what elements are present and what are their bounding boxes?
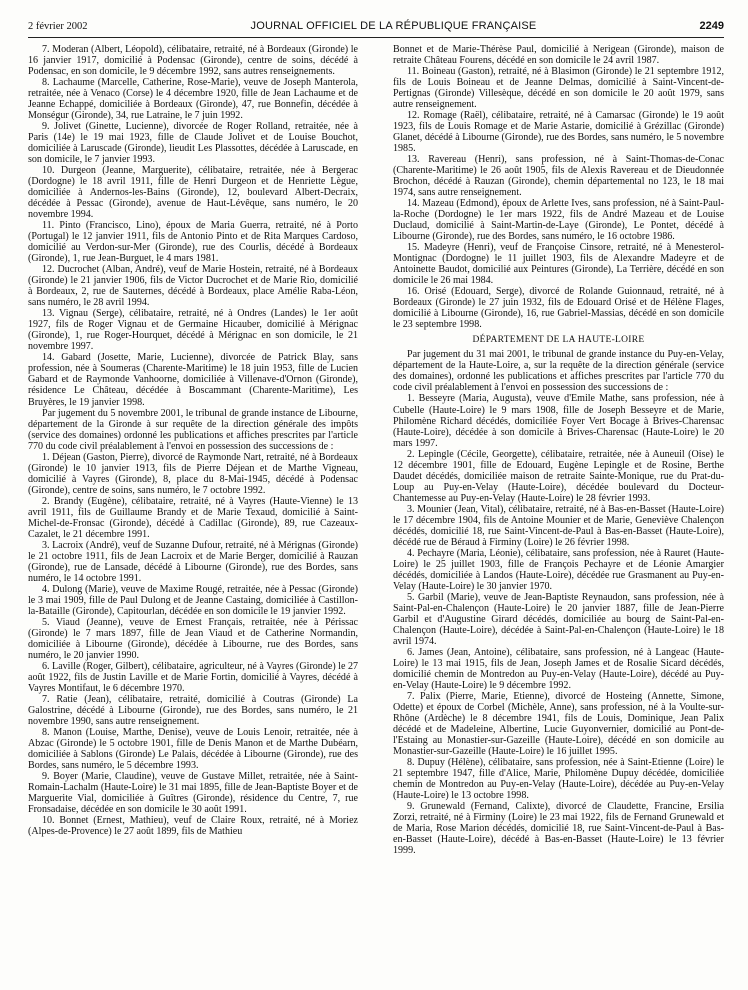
notice-paragraph: 12. Ducrochet (Alban, André), veuf de Marie Hostein, retraité, né à Bordeaux (Gironde) le 21 janvier 1906, fils de Victor Ducrochet et de Marie Rio, domicilié à Bordeaux, 2, rue de Sauternes, décédé à Bordeaux, place Amélie Raba-Léon, sans numéro, le 28 avril 1994. [28,264,358,309]
notice-paragraph: 2. Lepingle (Cécile, Georgette), célibataire, retraitée, née à Auneuil (Oise) le 12 décembre 1901, fille de Edouard, Eugène Lepingle et de Rosine, Berthe Daudet décédés, domiciliée maison de retraite Sainte-Monique, rue du Prat-du-Loup au Puy-en-Velay (Haute-Loire), décédée boulevard du Docteur-Chantemesse au Puy-en-Velay (Haute-Loire) le 28 février 1993. [393,448,724,504]
section-heading: DÉPARTEMENT DE LA HAUTE-LOIRE [472,335,645,346]
header-date: 2 février 2002 [28,21,88,32]
notice-paragraph: 2. Brandy (Eugène), célibataire, retraité, né à Vayres (Haute-Vienne) le 13 avril 1911, fils de Guillaume Brandy et de Marie Texaud, domicilié à Saint-Michel-de-Fronsac (Gironde), décédé à Cadillac (Gironde), 89, rue Cazeaux-Cazalet, le 21 décembre 1991. [28,495,358,540]
notice-paragraph: 8. Lachaume (Marcelle, Catherine, Rose-Marie), veuve de Joseph Manterola, retraitée, née à Venaco (Corse) le 4 décembre 1920, fille de Jean Lachaume et de Jeanne Echappé, domiciliée à Bordeaux (Gironde), 47, rue Bonnefin, décédée à Monségur (Gironde), 34, rue Latraine, le 7 juin 1992. [28,77,358,122]
notice-paragraph: 9. Boyer (Marie, Claudine), veuve de Gustave Millet, retraitée, née à Saint-Romain-Lachalm (Haute-Loire) le 31 mai 1895, fille de Jean-Baptiste Boyer et de Marguerite Vial, domiciliée à Guîtres (Gironde), résidence du Centre, 7, rue Fronsadaise, décédée en son domicile le 30 août 1991. [28,771,358,816]
journal-title: JOURNAL OFFICIEL DE LA RÉPUBLIQUE FRANÇAISE [250,20,537,32]
notice-paragraph: 4. Pechayre (Maria, Léonie), célibataire, sans profession, née à Rauret (Haute-Loire) le 25 juillet 1903, fille de François Pechayre et de Léonie Amargier décédés, domiciliée à Landos (Haute-Loire), décédée rue Grasmanent au Puy-en-Velay (Haute-Loire) le 30 janvier 1970. [393,547,724,592]
notice-paragraph: 9. Grunewald (Fernand, Calixte), divorcé de Claudette, Francine, Ersilia Zorzi, retraité, né à Firminy (Loire) le 23 mai 1922, fils de Fernand Grunewald et de Maria, Rose Marion décédés, domicilié 18, rue Saint-Vincent-de-Paul à Bas-en-Basset (Haute-Loire), décédé à Bas-en-Basset (Haute-Loire) le 13 février 1999. [393,801,724,857]
notice-paragraph: 13. Vignau (Serge), célibataire, retraité, né à Ondres (Landes) le 1er août 1927, fils de Roger Vignau et de Germaine Hicauber, domicilié à Mérignac (Gironde), 1, rue Roger-Hourquet, décédé à Mérignac en son domicile, le 21 novembre 1997. [28,308,358,353]
notice-paragraph: 13. Ravereau (Henri), sans profession, né à Saint-Thomas-de-Conac (Charente-Maritime) le 26 août 1905, fils de Alexis Ravereau et de Dieudonnée Brochon, décédé à Rauzan (Gironde), chemin départemental no 123, le 18 mai 1974, sans autre renseignement. [393,154,724,199]
right-column [393,44,724,984]
notice-paragraph: 10. Bonnet (Ernest, Mathieu), veuf de Claire Roux, retraité, né à Moriez (Alpes-de-Provence) le 27 août 1899, fils de Mathieu [28,815,358,838]
notice-paragraph: 1. Déjean (Gaston, Pierre), divorcé de Raymonde Nart, retraité, né à Bordeaux (Gironde) le 10 janvier 1913, fils de Pierre Déjean et de Marthe Vigneau, domicilié à Vayres (Gironde), 8, place du 8-Mai-1945, décédé à Podensac (Gironde), centre de soins, sans numéro, le 7 octobre 1992. [28,451,358,496]
notice-paragraph: 11. Boineau (Gaston), retraité, né à Blasimon (Gironde) le 21 septembre 1912, fils de Louis Boineau et de Jeanne Delmas, domicilié à Saint-Vincent-de-Pertignas (Gironde) Villesèque, décédé en son domicile le 20 août 1979, sans autre renseignement. [393,66,724,111]
header-rule [28,37,724,38]
notice-paragraph: 10. Durgeon (Jeanne, Marguerite), célibataire, retraitée, née à Bergerac (Dordogne) le 18 avril 1911, fille de Henri Durgeon et de Henriette Lègue, domiciliée à Andernos-les-Bains (Gironde), 12, boulevard Albert-Decraix, décédée à Pessac (Gironde), avenue de Haut-Lévêque, sans numéro, le 20 novembre 1994. [28,165,358,221]
notice-paragraph: 11. Pinto (Francisco, Lino), époux de Maria Guerra, retraité, né à Porto (Portugal) le 12 janvier 1911, fils de Antonio Pinto et de Rita Marques Cardoso, domicilié au Verdon-sur-Mer (Gironde), rue des Courlis, décédé à Bordeaux (Gironde), 1, rue Jean-Burguet, le 4 mars 1981. [28,220,358,265]
notice-paragraph: Bonnet et de Marie-Thérèse Paul, domicilié à Nerigean (Gironde), maison de retraite Château Fourens, décédé en son domicile le 24 avril 1987. [393,44,724,67]
notice-paragraph: 5. Garbil (Marie), veuve de Jean-Baptiste Reynaudon, sans profession, née à Saint-Pal-en-Chalençon (Haute-Loire) le 20 janvier 1887, fille de Jean-Pierre Garbil et d'Augustine Girard décédés, domiciliée au bourg de Saint-Pal-en-Chalençon (Haute-Loire), décédée à Saint-Pal-en-Chalençon (Haute-Loire) le 18 avril 1974. [393,591,724,647]
judgment-intro: Par jugement du 31 mai 2001, le tribunal de grande instance du Puy-en-Velay, département de la Haute-Loire, a, sur la requête de la direction générale (service des domaines), ordonné les publications et affiches prescrites par l'article 770 du code civil préalablement à l'envoi en possession des successions de : [393,349,724,394]
left-column [28,44,358,984]
page-number: 2249 [699,20,724,32]
notice-paragraph: 4. Dulong (Marie), veuve de Maxime Rougé, retraitée, née à Pessac (Gironde) le 3 mai 1909, fille de Paul Dulong et de Jeanne Castaing, domiciliée à Castillon-la-Bataille (Gironde), Capitourlan, décédée en son domicile le 19 janvier 1992. [28,583,358,617]
notice-paragraph: 7. Moderan (Albert, Léopold), célibataire, retraité, né à Bordeaux (Gironde) le 16 janvier 1917, domicilié à Podensac (Gironde), centre de soins, décédé à Podensac, en son domicile, le 9 décembre 1992, sans autres renseignements. [28,44,358,78]
notice-paragraph: 6. James (Jean, Antoine), célibataire, sans profession, né à Langeac (Haute-Loire) le 13 mai 1915, fils de Jean, Joseph James et de Rosalie Sicard décédés, domicilié chemin de Montredon au Puy-en-Velay (Haute-Loire), décédé au Puy-en-Velay (Haute-Loire) le 9 décembre 1992. [393,646,724,691]
notice-paragraph: 7. Palix (Pierre, Marie, Etienne), divorcé de Hosteing (Annette, Simone, Odette) et époux de Corbel (Michèle, Anne), sans profession, né à la Voulte-sur-Rhône (Ardèche) le 8 décembre 1941, fils de Louis, Dominique, Jean Palix décédé et de Madeleine, Albertine, Lucie Guyonvernier, domicilié au Pont-de-l'Estaing au Monastier-sur-Gazeille (Haute-Loire), décédé en son domicile au Monastier-sur-Gazeille (Haute-Loire) le 16 juillet 1995. [393,690,724,757]
notice-paragraph: 1. Besseyre (Maria, Augusta), veuve d'Emile Mathe, sans profession, née à Cubelle (Haute-Loire) le 9 mars 1908, fille de Joseph Besseyre et de Marie, Philomène Richard décédés, domiciliée Foyer Vert Bocage à Brives-Charensac (Haute-Loire), décédée à son domicile à Brives-Charensac (Haute-Loire) le 20 mars 1997. [393,393,724,449]
notice-paragraph: 5. Viaud (Jeanne), veuve de Ernest Français, retraitée, née à Périssac (Gironde) le 7 mars 1897, fille de Jean Viaud et de Catherine Normandin, domiciliée à Libourne (Gironde), décédée à Libourne, rue des Bordes, sans numéro, le 20 janvier 1990. [28,616,358,661]
notice-paragraph: 3. Mounier (Jean, Vital), célibataire, retraité, né à Bas-en-Basset (Haute-Loire) le 17 décembre 1904, fils de Antoine Mounier et de Marie, Geneviève Chalençon décédés, domicilié 18, rue Saint-Vincent-de-Paul à Bas-en-Basset (Haute-Loire), décédé rue de Béraud à Firminy (Loire) le 26 février 1998. [393,503,724,548]
notice-paragraph: 6. Laville (Roger, Gilbert), célibataire, agriculteur, né à Vayres (Gironde) le 27 août 1922, fils de Justin Laville et de Marie Fortin, domicilié à Vayres, décédé à Vayres Montifaut, le 6 décembre 1970. [28,660,358,694]
notice-paragraph: 15. Madeyre (Henri), veuf de Françoise Cinsore, retraité, né à Menesterol-Montignac (Dordogne) le 11 juillet 1903, fils de Alexandre Madeyre et de Antoinette Baudot, domicilié aux Peintures (Gironde), La Terrière, décédé en son domicile le 26 mai 1984. [393,242,724,287]
judgment-intro: Par jugement du 5 novembre 2001, le tribunal de grande instance de Libourne, département de la Gironde à sur requête de la direction générale des impôts (service des domaines) ordonné les publications et affiches prescrites par l'article 770 du code civil préalablement à l'envoi en possession des successions de : [28,407,358,452]
notice-paragraph: 8. Manon (Louise, Marthe, Denise), veuve de Louis Lenoir, retraitée, née à Abzac (Gironde) le 5 octobre 1901, fille de Denis Manon et de Marthe Dubéarn, domiciliée à Sablons (Gironde) Le Palais, décédée à Libourne (Gironde), rue des Bordes, sans numéro, le 5 décembre 1993. [28,726,358,772]
notice-paragraph: 7. Ratie (Jean), célibataire, retraité, domicilié à Coutras (Gironde) La Galostrine, décédé à Libourne (Gironde), rue des Bordes, sans numéro, le 21 novembre 1990, sans autre renseignement. [28,693,358,727]
notice-paragraph: 14. Mazeau (Edmond), époux de Arlette Ives, sans profession, né à Saint-Paul-la-Roche (Dordogne) le 1er mars 1922, fils de André Mazeau et de Louise Duclaud, domicilié à Saint-Martin-de-Laye (Gironde), Le Pontet, décédé à Libourne (Gironde), rue des Bordes, sans numéro, le 16 octobre 1986. [393,198,724,243]
notice-paragraph: 3. Lacroix (André), veuf de Suzanne Dufour, retraité, né à Mérignas (Gironde) le 21 octobre 1911, fils de Jean Lacroix et de Marie Berger, domicilié à Rauzan (Gironde), rue de Lansade, décédé à Libourne (Gironde), rue des Bordes, sans numéro, le 14 octobre 1991. [28,539,358,584]
notice-paragraph: 12. Romage (Raël), célibataire, retraité, né à Camarsac (Gironde) le 19 août 1923, fils de Louis Romage et de Marie Astarie, domicilié à Grézillac (Gironde) Glanet, décédé à Libourne (Gironde), rue des Bordes, sans numéro, le 5 novembre 1985. [393,110,724,155]
notice-paragraph: 9. Jolivet (Ginette, Lucienne), divorcée de Roger Rolland, retraitée, née à Paris (14e) le 19 mai 1923, fille de Claude Jolivet et de Louise Bouchot, domiciliée à Laruscade (Gironde), lieudit Les Plassottes, décédée à Laruscade, en son domicile, le 7 janvier 1993. [28,121,358,166]
notice-paragraph: 8. Dupuy (Hélène), célibataire, sans profession, née à Saint-Etienne (Loire) le 21 septembre 1947, fille d'Alice, Marie, Philomène Dupuy décédée, domiciliée chemin de Montredon au Puy-en-Velay (Haute-Loire), décédée au Puy-en-Velay (Haute-Loire) le 13 octobre 1998. [393,757,724,802]
notice-paragraph: 16. Orisé (Edouard, Serge), divorcé de Rolande Guionnaud, retraité, né à Bordeaux (Gironde) le 27 juin 1932, fils de Edouard Orisé et de Hélène Flages, domicilié à Libourne (Gironde), 16, rue Gabriel-Massias, décédé en son domicile le 23 septembre 1998. [393,286,724,331]
notice-paragraph: 14. Gabard (Josette, Marie, Lucienne), divorcée de Patrick Blay, sans profession, née à Soumeras (Charente-Maritime) le 18 juin 1953, fille de Lucien Gabard et de Raymonde Vanhoorne, domiciliée à Villenave-d'Ornon (Gironde), résidence Le Château, décédée à Boscammant (Charente-Maritime), Les Bruyères, le 19 janvier 1998. [28,352,358,408]
page-header [28,20,724,34]
